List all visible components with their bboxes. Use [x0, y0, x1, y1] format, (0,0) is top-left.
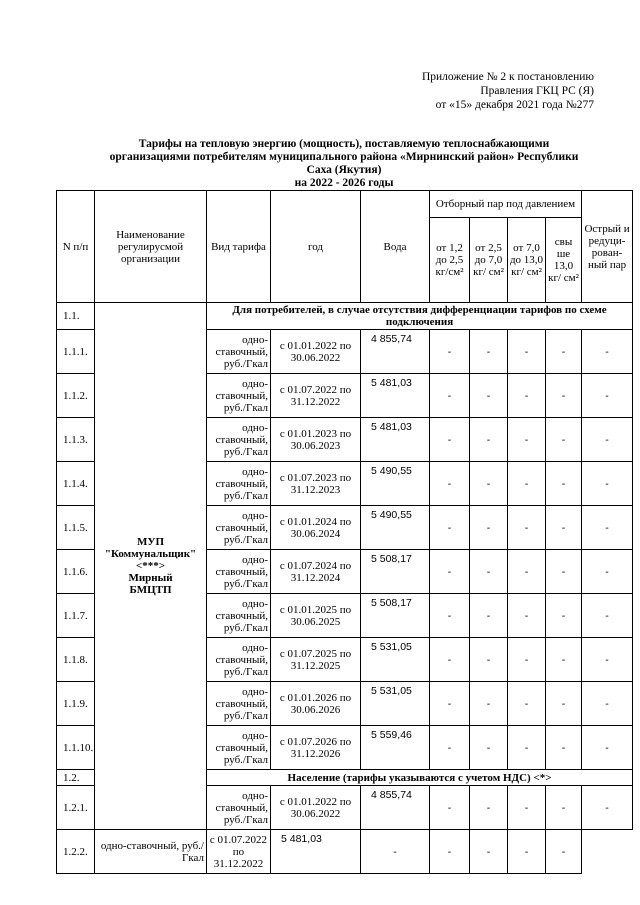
organization-cell: [95, 303, 207, 830]
row-number: 1.1.2.: [57, 374, 95, 418]
table-row: [57, 830, 633, 874]
tariff-kind: одно-ставочный, руб./Гкал: [207, 550, 271, 594]
tariff-kind: одно-ставочный, руб./Гкал: [207, 682, 271, 726]
empty-value: -: [546, 506, 582, 550]
water-value: 4 855,74: [361, 786, 430, 830]
title-line-3: Саха (Якутия): [306, 164, 382, 176]
empty-value: -: [470, 726, 508, 770]
organization-name3: <***>: [135, 560, 166, 572]
water-value: 5 490,55: [361, 462, 430, 506]
header-sharp-steam: Острый и редуци-рован-ный пар: [582, 191, 633, 303]
empty-value: -: [546, 638, 582, 682]
empty-value: -: [546, 786, 582, 830]
row-number: 1.2.2.: [57, 830, 95, 874]
annex-line-3: от «15» декабря 2021 года №277: [435, 99, 594, 111]
empty-value: -: [546, 594, 582, 638]
empty-value: -: [430, 786, 470, 830]
document-title: [56, 138, 632, 190]
empty-value: -: [508, 330, 546, 374]
empty-value: -: [470, 550, 508, 594]
tariff-kind: одно-ставочный, руб./Гкал: [207, 374, 271, 418]
empty-value: -: [430, 418, 470, 462]
empty-value: -: [470, 786, 508, 830]
tariff-kind: одно-ставочный, руб./Гкал: [207, 506, 271, 550]
tariff-period: с 01.01.2022 по 30.06.2022: [271, 786, 361, 830]
tariff-period: с 01.01.2023 по 30.06.2023: [271, 418, 361, 462]
tariff-kind: одно-ставочный, руб./Гкал: [207, 638, 271, 682]
tariff-kind: одно-ставочный, руб./Гкал: [207, 462, 271, 506]
empty-value: -: [508, 506, 546, 550]
empty-value: -: [430, 550, 470, 594]
tariff-period: с 01.01.2026 по 30.06.2026: [271, 682, 361, 726]
empty-value: -: [546, 330, 582, 374]
row-number: 1.1.8.: [57, 638, 95, 682]
empty-value: -: [508, 550, 546, 594]
row-number: 1.1.10.: [57, 726, 95, 770]
empty-value: -: [582, 418, 633, 462]
empty-value: -: [508, 830, 546, 874]
section-number: 1.2.: [57, 770, 95, 786]
water-value: 5 531,05: [361, 682, 430, 726]
empty-value: -: [582, 786, 633, 830]
empty-value: -: [582, 330, 633, 374]
header-steam-4: свы ше 13,0 кг/ см²: [546, 218, 582, 303]
empty-value: -: [582, 726, 633, 770]
empty-value: -: [470, 330, 508, 374]
tariff-kind: одно-ставочный, руб./Гкал: [207, 726, 271, 770]
water-value: 5 481,03: [361, 418, 430, 462]
empty-value: -: [430, 682, 470, 726]
empty-value: -: [361, 830, 430, 874]
tariff-period: с 01.07.2022 по 31.12.2022: [271, 374, 361, 418]
empty-value: -: [508, 726, 546, 770]
empty-value: -: [470, 638, 508, 682]
empty-value: -: [470, 594, 508, 638]
empty-value: -: [582, 374, 633, 418]
tariff-table: [56, 190, 633, 874]
water-value: 5 559,46: [361, 726, 430, 770]
organization-name5: БМЦТП: [129, 584, 172, 596]
row-number: 1.2.1.: [57, 786, 95, 830]
empty-value: -: [508, 418, 546, 462]
annex-line-1: Приложение № 2 к постановлению: [421, 71, 594, 83]
tariff-kind: одно-ставочный, руб./Гкал: [207, 330, 271, 374]
header-organization: Наименование регулирусмой организации: [95, 191, 207, 303]
row-number: 1.1.6.: [57, 550, 95, 594]
tariff-kind: одно-ставочный, руб./Гкал: [207, 418, 271, 462]
header-steam-3: от 7,0 до 13,0 кг/ см²: [508, 218, 546, 303]
tariff-kind: одно-ставочный, руб./Гкал: [207, 594, 271, 638]
empty-value: -: [546, 462, 582, 506]
water-value: 5 508,17: [361, 550, 430, 594]
water-value: 4 855,74: [361, 330, 430, 374]
title-line-2: организациями потребителям муниципального района «Мирнинский район» Республики: [109, 151, 579, 163]
header-water: Вода: [361, 191, 430, 303]
title-line-4: на 2022 - 2026 годы: [294, 177, 394, 189]
annex-line-2: Правления ГКЦ РС (Я): [480, 85, 594, 97]
empty-value: -: [546, 418, 582, 462]
tariff-period: с 01.07.2022 по 31.12.2022: [207, 830, 271, 874]
tariff-period: с 01.07.2024 по 31.12.2024: [271, 550, 361, 594]
organization-name4: Мирный: [128, 572, 173, 584]
empty-value: -: [546, 550, 582, 594]
empty-value: -: [546, 726, 582, 770]
empty-value: -: [508, 594, 546, 638]
empty-value: -: [430, 462, 470, 506]
empty-value: -: [470, 418, 508, 462]
tariff-kind: одно-ставочный, руб./Гкал: [95, 830, 207, 874]
empty-value: -: [582, 594, 633, 638]
empty-value: -: [430, 726, 470, 770]
empty-value: -: [582, 462, 633, 506]
row-number: 1.1.5.: [57, 506, 95, 550]
row-number: 1.1.7.: [57, 594, 95, 638]
empty-value: -: [582, 682, 633, 726]
empty-value: -: [546, 830, 582, 874]
annex-reference: [422, 70, 594, 112]
row-number: 1.1.9.: [57, 682, 95, 726]
header-tariff-kind: Вид тарифа: [207, 191, 271, 303]
empty-value: -: [582, 506, 633, 550]
tariff-period: с 01.01.2025 по 30.06.2025: [271, 594, 361, 638]
tariff-period: с 01.07.2026 по 31.12.2026: [271, 726, 361, 770]
empty-value: -: [508, 374, 546, 418]
section-number: 1.1.: [57, 303, 95, 330]
organization-name2: "Коммунальщик": [104, 548, 197, 560]
header-steam-group: Отборный пар под давлением: [430, 191, 582, 218]
empty-value: -: [470, 830, 508, 874]
empty-value: -: [470, 462, 508, 506]
empty-value: -: [508, 638, 546, 682]
empty-value: -: [430, 374, 470, 418]
empty-value: -: [546, 682, 582, 726]
empty-value: -: [430, 506, 470, 550]
empty-value: -: [582, 550, 633, 594]
tariff-period: с 01.07.2023 по 31.12.2023: [271, 462, 361, 506]
header-year: год: [271, 191, 361, 303]
water-value: 5 490,55: [361, 506, 430, 550]
header-steam-1: от 1,2 до 2,5 кг/см²: [430, 218, 470, 303]
section-title: Население (тарифы указываются с учетом НДС) <*>: [207, 770, 633, 786]
empty-value: -: [430, 638, 470, 682]
tariff-period: с 01.07.2025 по 31.12.2025: [271, 638, 361, 682]
water-value: 5 508,17: [361, 594, 430, 638]
empty-value: -: [508, 786, 546, 830]
water-value: 5 531,05: [361, 638, 430, 682]
header-steam-2: от 2,5 до 7,0 кг/ см²: [470, 218, 508, 303]
organization-name1: МУП: [136, 536, 164, 548]
row-number: 1.1.4.: [57, 462, 95, 506]
empty-value: -: [470, 682, 508, 726]
empty-value: -: [582, 638, 633, 682]
empty-value: -: [508, 462, 546, 506]
row-number: 1.1.3.: [57, 418, 95, 462]
header-num: N п/п: [57, 191, 95, 303]
empty-value: -: [430, 330, 470, 374]
water-value: 5 481,03: [271, 830, 361, 874]
tariff-kind: одно-ставочный, руб./Гкал: [207, 786, 271, 830]
water-value: 5 481,03: [361, 374, 430, 418]
section-title: Для потребителей, в случае отсутствия дифференциации тарифов по схеме подключения: [207, 303, 633, 330]
title-line-1: Тарифы на тепловую энергию (мощность), поставляемую теплоснабжающими: [138, 138, 550, 150]
row-number: 1.1.1.: [57, 330, 95, 374]
empty-value: -: [508, 682, 546, 726]
empty-value: -: [470, 374, 508, 418]
empty-value: -: [430, 830, 470, 874]
empty-value: -: [470, 506, 508, 550]
section-row: [57, 303, 633, 330]
tariff-period: с 01.01.2022 по 30.06.2022: [271, 330, 361, 374]
empty-value: -: [430, 594, 470, 638]
tariff-period: с 01.01.2024 по 30.06.2024: [271, 506, 361, 550]
empty-value: -: [546, 374, 582, 418]
